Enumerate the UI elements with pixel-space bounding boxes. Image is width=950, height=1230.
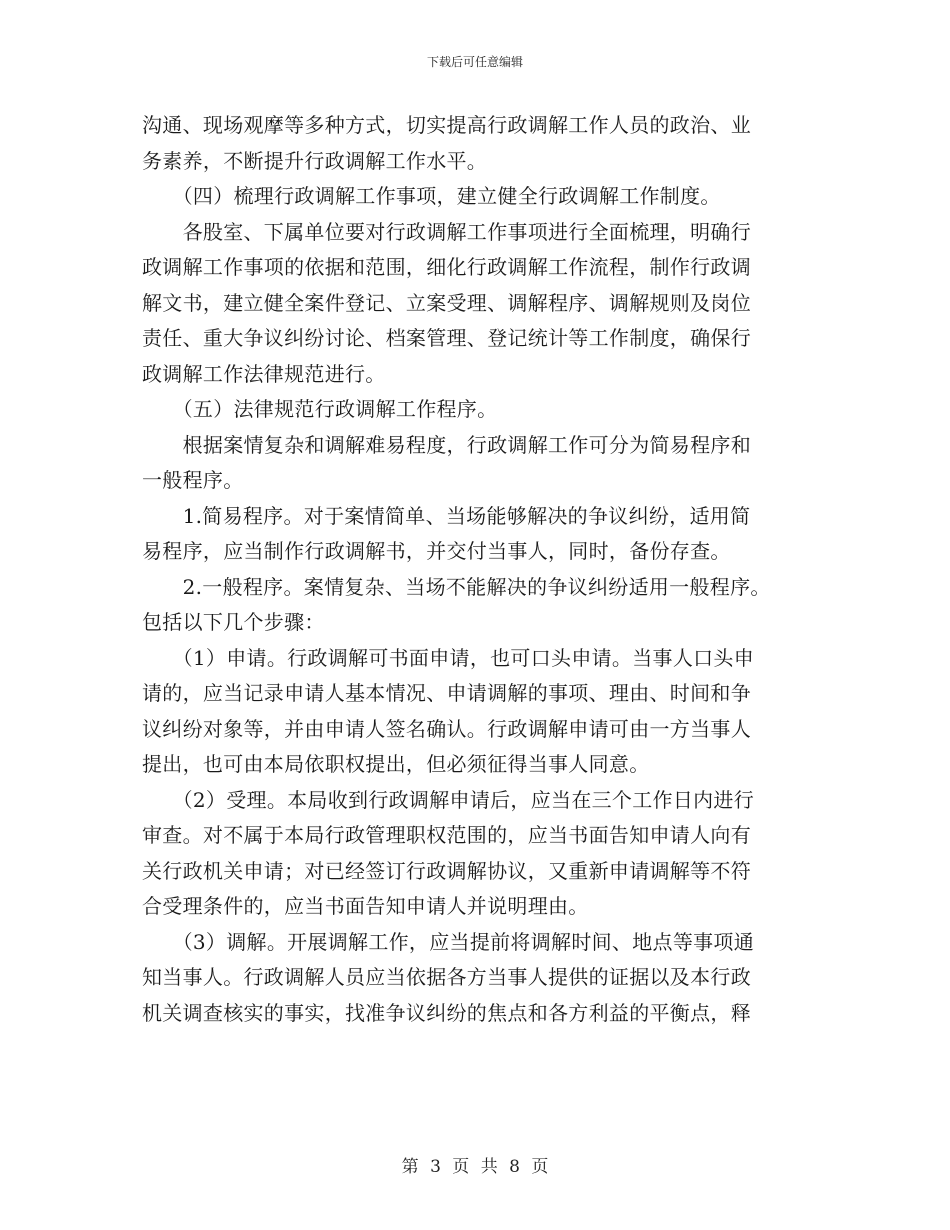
text-line: 知当事人。行政调解人员应当依据各方当事人提供的证据以及本行政 [142,965,751,989]
text-line: 根据案情复杂和调解难易程度，行政调解工作可分为简易程序和 [142,432,751,457]
page-number-footer: 第 3 页 共 8 页 [401,1157,549,1177]
document-body [142,108,812,1031]
text-line: 各股室、下属单位要对行政调解工作事项进行全面梳理，明确行 [142,219,751,244]
text-line: 一般程序。 [142,468,244,492]
text-line: 解文书，建立健全案件登记、立案受理、调解程序、调解规则及岗位 [142,290,751,315]
text-line: 合受理条件的，应当书面告知申请人并说明理由。 [142,894,589,918]
text-line: 包括以下几个步骤： [142,610,325,634]
text-line: （3）调解。开展调解工作，应当提前将调解时间、地点等事项通 [142,929,755,954]
text-line: 机关调查核实的事实，找准争议纠纷的焦点和各方利益的平衡点，释 [142,1000,751,1025]
text-line: 审查。对不属于本局行政管理职权范围的，应当书面告知申请人向有 [142,823,751,847]
page-header: 下载后可任意编辑 [426,55,523,69]
text-line: 易程序，应当制作行政调解书，并交付当事人，同时，备份存查。 [142,539,731,563]
section-heading: （五）法律规范行政调解工作程序。 [142,397,498,421]
text-line: 提出，也可由本局依职权提出，但必须征得当事人同意。 [142,752,650,776]
text-line: 2.一般程序。案情复杂、当场不能解决的争议纠纷适用一般程序。 [142,574,771,599]
text-line: （1）申请。行政调解可书面申请，也可口头申请。当事人口头申 [142,645,755,670]
text-line: 议纠纷对象等，并由申请人签名确认。行政调解申请可由一方当事人 [142,716,751,741]
section-heading: （四）梳理行政调解工作事项，建立健全行政调解工作制度。 [142,184,721,208]
text-line: 请的，应当记录申请人基本情况、申请调解的事项、理由、时间和争 [142,681,751,705]
text-line: 责任、重大争议纠纷讨论、档案管理、登记统计等工作制度，确保行 [142,326,751,350]
text-line: 1.简易程序。对于案情简单、当场能够解决的争议纠纷，适用简 [142,503,751,528]
text-line: 务素养，不断提升行政调解工作水平。 [142,148,488,173]
text-line: 政调解工作法律规范进行。 [142,361,386,386]
text-line: 关行政机关申请；对已经签订行政调解协议，又重新申请调解等不符 [142,858,751,883]
text-line: （2）受理。本局收到行政调解申请后，应当在三个工作日内进行 [142,787,755,812]
text-line: 政调解工作事项的依据和范围，细化行政调解工作流程，制作行政调 [142,255,751,279]
text-line: 沟通、现场观摩等多种方式，切实提高行政调解工作人员的政治、业 [142,113,751,137]
